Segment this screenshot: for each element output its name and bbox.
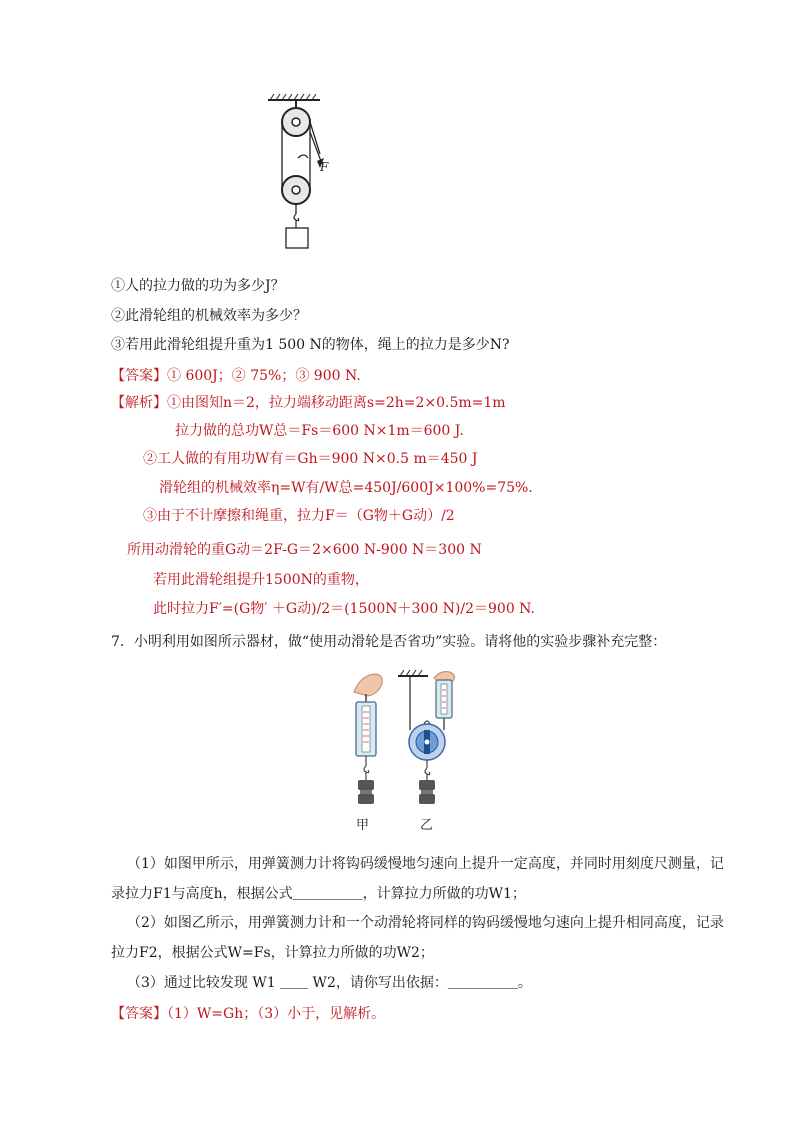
step-2-line-1: （2）如图乙所示，用弹簧测力计和一个动滑轮将同样的钩码缓慢地匀速向上提升相同高度，记录 — [127, 915, 724, 931]
question-item-2: ②此滑轮组的机械效率为多少？ — [111, 308, 307, 324]
analysis-line-7: 若用此滑轮组提升1500N的重物， — [153, 572, 369, 588]
answer-7-tag: 【答案】 — [111, 1006, 167, 1022]
force-label: F — [320, 160, 329, 174]
analysis-line-5: ③由于不计摩擦和绳重，拉力F＝（G物＋G动）/2 — [143, 508, 455, 524]
step-2-line-2: 拉力F2，根据公式W=Fs，计算拉力所做的功W2； — [111, 945, 434, 961]
answer-7-line — [111, 1004, 385, 1024]
figure-label-jia: 甲 — [356, 818, 370, 833]
pulley-system-figure — [262, 92, 352, 252]
step-1-line-2: 录拉力F1与高度h，根据公式＿＿＿＿＿，计算拉力所做的功W1； — [111, 886, 526, 902]
analysis-text: ①由图知n＝2，拉力端移动距离s=2h=2×0.5m=1m — [167, 395, 506, 411]
analysis-line-3: ②工人做的有用功W有＝Gh＝900 N×0.5 m＝450 J — [143, 451, 478, 467]
answer-text: ① 600J；② 75%；③ 900 N. — [167, 368, 361, 384]
step-1-line-1: （1）如图甲所示，用弹簧测力计将钩码缓慢地匀速向上提升一定高度，并同时用刻度尺测量，记 — [127, 856, 724, 872]
step-3-line: （3）通过比较发现 W1 ＿＿ W2，请你写出依据：＿＿＿＿＿。 — [127, 975, 532, 991]
figure-label-yi: 乙 — [420, 818, 434, 833]
question-item-1: ①人的拉力做的功为多少J？ — [111, 278, 285, 294]
answer-tag: 【答案】 — [111, 368, 167, 384]
spring-balance-experiment-figure — [340, 668, 470, 818]
analysis-tag: 【解析】 — [111, 395, 167, 411]
analysis-line-2: 拉力做的总功W总＝Fs＝600 N×1m＝600 J. — [175, 423, 464, 439]
analysis-line-1 — [111, 393, 506, 413]
answer-7-text: （1）W=Gh；（3）小于，见解析。 — [167, 1006, 386, 1022]
question-item-3: ③若用此滑轮组提升重为1 500 N的物体，绳上的拉力是多少N? — [111, 337, 510, 353]
analysis-line-6: 所用动滑轮的重G动＝2F-G＝2×600 N-900 N＝300 N — [127, 542, 482, 558]
question-7-stem: 7．小明利用如图所示器材，做“使用动滑轮是否省功”实验。请将他的实验步骤补充完整： — [111, 634, 667, 650]
analysis-line-4: 滑轮组的机械效率η=W有/W总=450J/600J×100%=75%. — [159, 480, 533, 496]
answer-line — [111, 366, 361, 386]
analysis-line-8: 此时拉力F′=(G物′ ＋G动)/2＝(1500N＋300 N)/2＝900 N. — [153, 601, 535, 617]
